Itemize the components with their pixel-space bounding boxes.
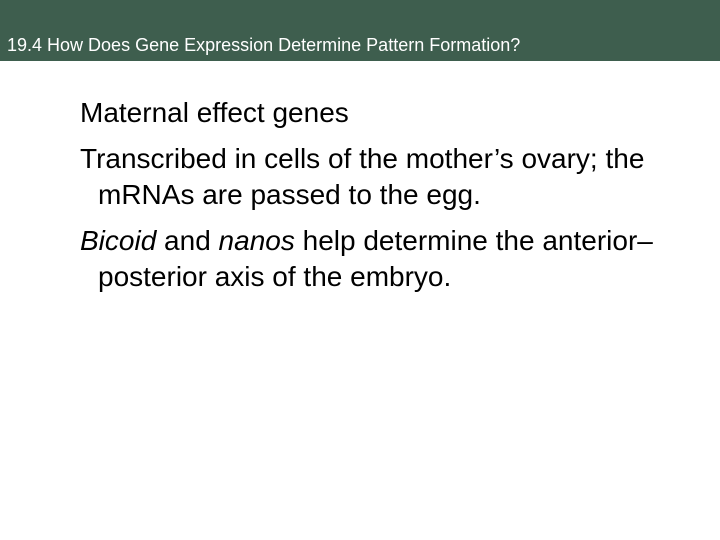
paragraph-rest: help determine the anterior–posterior axis of the embryo. — [98, 225, 653, 292]
slide-body — [80, 95, 680, 295]
paragraph-transcription: Transcribed in cells of the mother’s ovary; the mRNAs are passed to the egg. — [80, 143, 645, 210]
term-nanos: nanos — [218, 225, 295, 256]
connector-text: and — [156, 225, 219, 256]
header-bar — [0, 0, 720, 61]
term-bicoid: Bicoid — [80, 225, 157, 256]
slide-title: 19.4 How Does Gene Expression Determine Pattern Formation? — [7, 35, 521, 55]
paragraph-bicoid-nanos — [80, 223, 680, 295]
heading-maternal-effect-genes: Maternal effect genes — [80, 97, 349, 128]
